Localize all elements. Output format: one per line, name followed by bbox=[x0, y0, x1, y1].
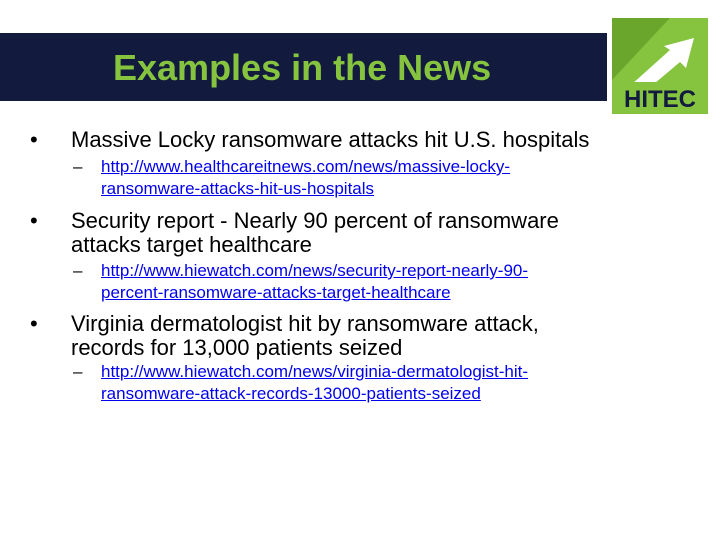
article-link[interactable]: http://www.hiewatch.com/news/virginia-dermatologist-hit- bbox=[101, 362, 529, 381]
article-link[interactable]: ransomware-attack-records-13000-patients-seized bbox=[101, 384, 481, 403]
headline-line: records for 13,000 patients seized bbox=[71, 335, 403, 360]
article-link[interactable]: percent-ransomware-attacks-target-healthcare bbox=[101, 283, 451, 302]
dash-icon: – bbox=[73, 157, 83, 176]
article-link[interactable]: ransomware-attacks-hit-us-hospitals bbox=[101, 179, 375, 198]
slide-title: Examples in the News bbox=[113, 47, 492, 88]
dash-icon: – bbox=[73, 261, 83, 280]
dash-icon: – bbox=[73, 362, 83, 381]
headline-line: Virginia dermatologist hit by ransomware attack, bbox=[71, 311, 539, 336]
headline-line: Security report - Nearly 90 percent of ransomware bbox=[71, 208, 559, 233]
article-link[interactable]: http://www.hiewatch.com/news/security-report-nearly-90- bbox=[101, 261, 529, 280]
headline-line: attacks target healthcare bbox=[71, 232, 312, 257]
article-link[interactable]: http://www.healthcareitnews.com/news/massive-locky- bbox=[101, 157, 511, 176]
logo-text: HITEC bbox=[624, 86, 696, 113]
bullet-icon: • bbox=[30, 127, 38, 152]
headline-line: Massive Locky ransomware attacks hit U.S. hospitals bbox=[71, 127, 590, 152]
bullet-icon: • bbox=[30, 208, 38, 233]
bullet-icon: • bbox=[30, 311, 38, 336]
